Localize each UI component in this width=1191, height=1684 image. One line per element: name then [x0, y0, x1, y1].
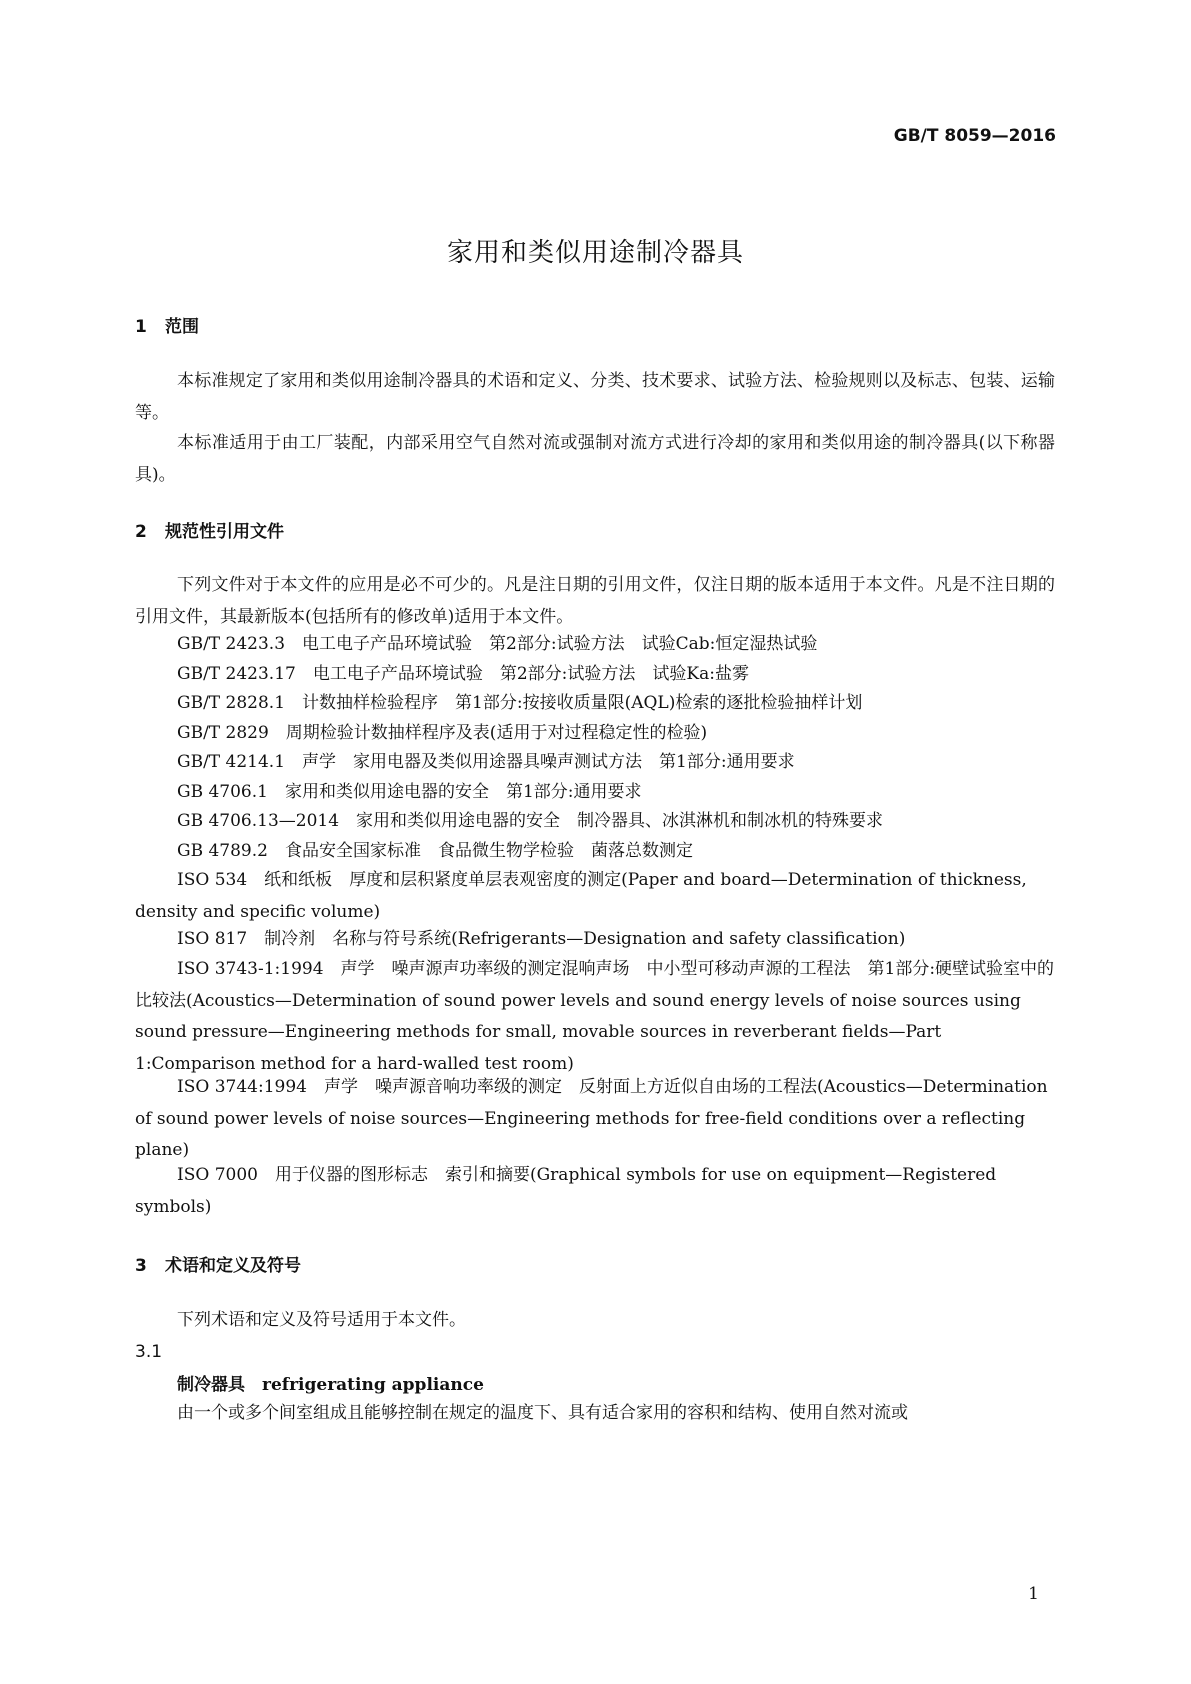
section-number: 3 [135, 1256, 147, 1276]
reference-item: ISO 3744:1994 声学 噪声源音响功率级的测定 反射面上方近似自由场的工程法(Acoustics—Determination of sound power levels of noise sources—Engineering methods for free-field conditions over a reflecting plane) [135, 1077, 1048, 1160]
section-heading-2 [135, 517, 284, 542]
paragraph: 本标准适用于由工厂装配，内部采用空气自然对流或强制对流方式进行冷却的家用和类似用途的制冷器具(以下称器具)。 [135, 433, 1055, 485]
page-number: 1 [1028, 1584, 1039, 1604]
clause-number: 3.1 [135, 1342, 163, 1362]
reference-item: ISO 3743-1:1994 声学 噪声源声功率级的测定混响声场 中小型可移动声源的工程法 第1部分:硬壁试验室中的比较法(Acoustics—Determination of sound power levels and sound energy levels of noise sources using sound pressure—Engineering methods for small, movable sources in reverberant fields—Part 1:Comparison method for a hard-walled test room) [135, 959, 1055, 1074]
reference-item: GB 4789.2 食品安全国家标准 食品微生物学检验 菌落总数测定 [177, 841, 693, 861]
section-heading-1 [135, 312, 199, 337]
paragraph: 下列文件对于本文件的应用是必不可少的。凡是注日期的引用文件，仅注日期的版本适用于本文件。凡是不注日期的引用文件，其最新版本(包括所有的修改单)适用于本文件。 [135, 575, 1055, 627]
section-title: 术语和定义及符号 [165, 1256, 301, 1276]
reference-item: ISO 817 制冷剂 名称与符号系统(Refrigerants—Designation and safety classification) [177, 929, 906, 949]
reference-item: GB/T 2829 周期检验计数抽样程序及表(适用于对过程稳定性的检验) [177, 723, 708, 743]
reference-item: ISO 7000 用于仪器的图形标志 索引和摘要(Graphical symbols for use on equipment—Registered symbols) [135, 1165, 997, 1217]
section-number: 1 [135, 317, 147, 337]
page-title: 家用和类似用途制冷器具 [446, 238, 744, 268]
section-number: 2 [135, 522, 147, 542]
section-title: 范围 [165, 317, 199, 337]
standard-number: GB/T 8059—2016 [893, 126, 1056, 146]
reference-item: GB 4706.1 家用和类似用途电器的安全 第1部分:通用要求 [177, 782, 642, 802]
reference-item: GB/T 4214.1 声学 家用电器及类似用途器具噪声测试方法 第1部分:通用要求 [177, 752, 795, 772]
term-heading: 制冷器具 refrigerating appliance [177, 1375, 484, 1395]
paragraph: 由一个或多个间室组成且能够控制在规定的温度下、具有适合家用的容积和结构、使用自然对流或 [177, 1403, 908, 1423]
reference-item: GB 4706.13—2014 家用和类似用途电器的安全 制冷器具、冰淇淋机和制冰机的特殊要求 [177, 811, 884, 831]
reference-item: GB/T 2423.3 电工电子产品环境试验 第2部分:试验方法 试验Cab:恒定湿热试验 [177, 634, 818, 654]
section-title: 规范性引用文件 [165, 522, 284, 542]
reference-item: ISO 534 纸和纸板 厚度和层积紧度单层表观密度的测定(Paper and board—Determination of thickness, density and specific volume) [135, 870, 1027, 922]
paragraph: 本标准规定了家用和类似用途制冷器具的术语和定义、分类、技术要求、试验方法、检验规则以及标志、包装、运输等。 [135, 371, 1055, 423]
reference-item: GB/T 2423.17 电工电子产品环境试验 第2部分:试验方法 试验Ka:盐雾 [177, 664, 749, 684]
section-heading-3 [135, 1251, 301, 1276]
reference-item: GB/T 2828.1 计数抽样检验程序 第1部分:按接收质量限(AQL)检索的逐批检验抽样计划 [177, 693, 863, 713]
paragraph: 下列术语和定义及符号适用于本文件。 [177, 1310, 466, 1330]
